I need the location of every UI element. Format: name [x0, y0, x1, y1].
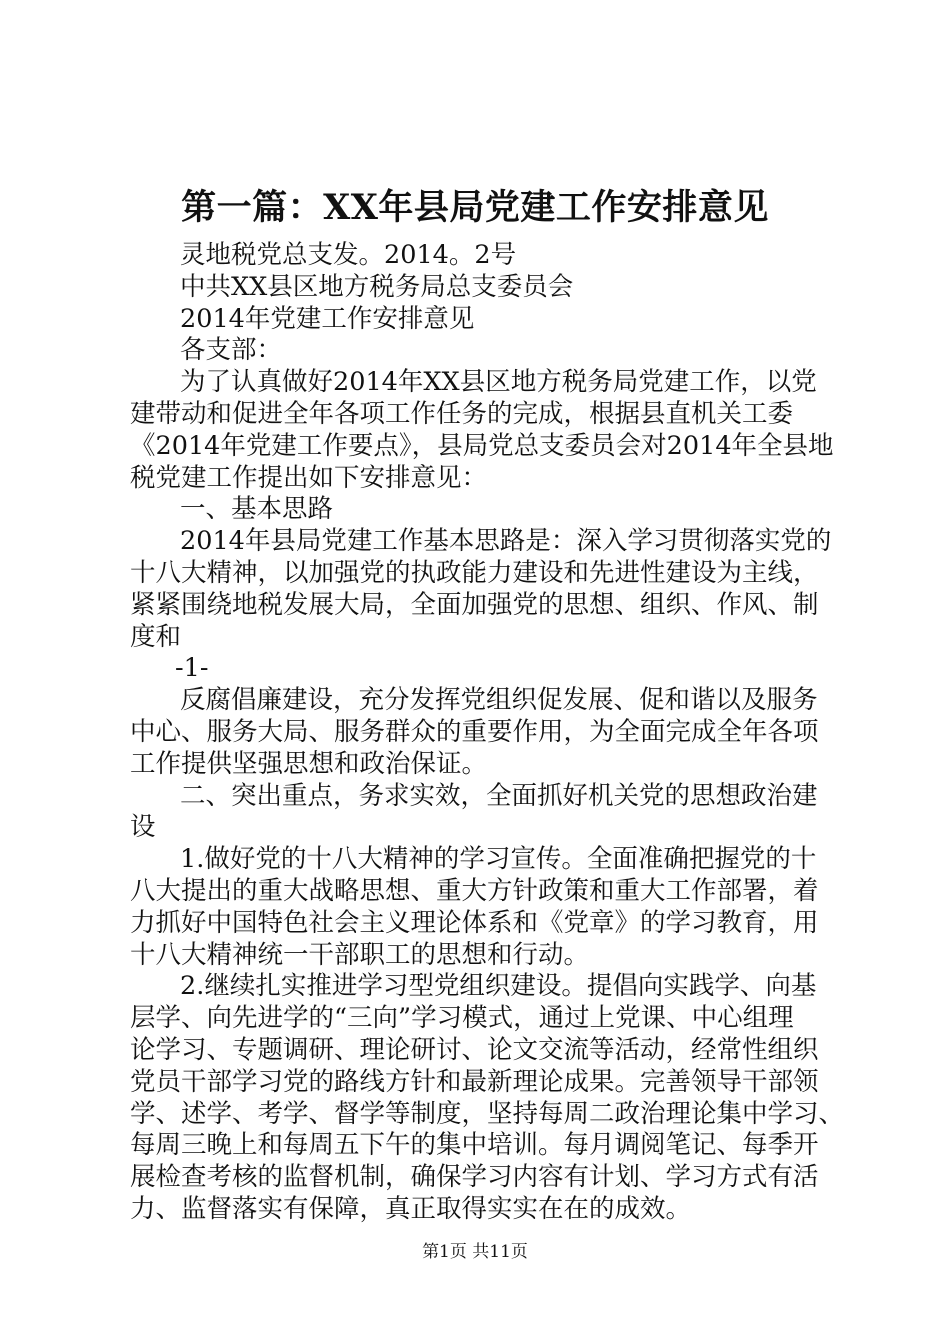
paragraph-line: 《2014年党建工作要点》，县局党总支委员会对2014年全县地: [130, 430, 834, 461]
paragraph-line: 力抓好中国特色社会主义理论体系和《党章》的学习教育，用: [130, 907, 819, 938]
paragraph-line: 工作提供坚强思想和政治保证。: [130, 748, 488, 779]
paragraph-line: 层学、向先进学的“三向”学习模式，通过上党课、中心组理: [130, 1003, 794, 1034]
document-title: 第一篇：XX年县局党建工作安排意见: [181, 187, 769, 228]
paragraph-line: 八大提出的重大战略思想、重大方针政策和重大工作部署，着: [130, 875, 819, 906]
salutation-line: 各支部：: [180, 335, 283, 366]
paragraph-line: 中心、服务大局、服务群众的重要作用，为全面完成全年各项: [130, 716, 819, 747]
paragraph-line: 学、述学、考学、督学等制度，坚持每周二政治理论集中学习、: [130, 1098, 845, 1129]
paragraph-line: 为了认真做好2014年XX县区地方税务局党建工作，以党: [180, 367, 817, 398]
inline-page-marker: -1-: [175, 653, 209, 684]
paragraph-line: 建带动和促进全年各项工作任务的完成，根据县直机关工委: [130, 398, 794, 429]
paragraph-line: 每周三晚上和每周五下午的集中培训。每月调阅笔记、每季开: [130, 1130, 819, 1161]
section-heading-cont: 设: [130, 812, 156, 843]
paragraph-line: 2.继续扎实推进学习型党组织建设。提倡向实践学、向基: [180, 971, 817, 1002]
paragraph-line: 反腐倡廉建设，充分发挥党组织促发展、促和谐以及服务: [180, 685, 818, 716]
document-body: [130, 240, 845, 1226]
section-heading: 一、基本思路: [180, 494, 334, 525]
paragraph-line: 力、监督落实有保障，真正取得实实在在的成效。: [130, 1193, 692, 1224]
paragraph-line: 2014年县局党建工作基本思路是：深入学习贯彻落实党的: [180, 526, 832, 557]
paragraph-line: 十八大精神统一干部职工的思想和行动。: [130, 939, 590, 970]
paragraph-line: 十八大精神，以加强党的执政能力建设和先进性建设为主线，: [130, 557, 819, 588]
paragraph-line: 论学习、专题调研、理论研讨、论文交流等活动，经常性组织: [130, 1034, 819, 1065]
paragraph-line: 展检查考核的监督机制，确保学习内容有计划、学习方式有活: [130, 1162, 819, 1193]
page-footer: 第1页 共11页: [422, 1242, 528, 1262]
paragraph-line: 度和: [130, 621, 182, 652]
doc-number-line: 灵地税党总支发。2014。2号: [180, 240, 517, 270]
paragraph-line: 1.做好党的十八大精神的学习宣传。全面准确把握党的十: [180, 844, 817, 875]
paragraph-line: 党员干部学习党的路线方针和最新理论成果。完善领导干部领: [130, 1066, 819, 1097]
subtitle-line: 2014年党建工作安排意见: [180, 303, 475, 334]
paragraph-line: 紧紧围绕地税发展大局，全面加强党的思想、组织、作风、制: [130, 589, 819, 620]
issuer-line: 中共XX县区地方税务局总支委员会: [180, 271, 574, 302]
section-heading: 二、突出重点，务求实效，全面抓好机关党的思想政治建: [180, 780, 818, 811]
paragraph-line: 税党建工作提出如下安排意见：: [130, 462, 488, 493]
